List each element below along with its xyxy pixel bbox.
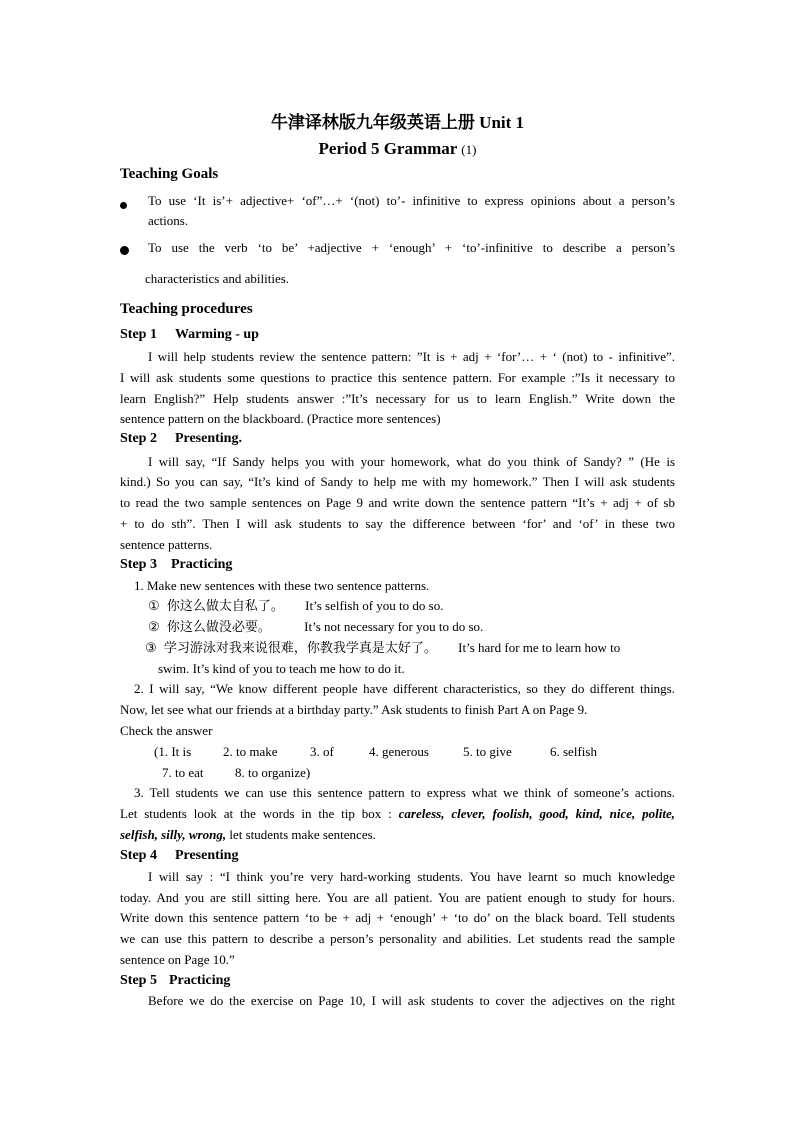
step-4-line-5: sentence on Page 10.” <box>120 952 235 967</box>
answer-3: 3. of <box>310 744 334 759</box>
teaching-goals-heading: Teaching Goals <box>120 166 219 182</box>
answer-4: 4. generous <box>369 744 429 759</box>
check-answer: Check the answer <box>120 723 213 738</box>
tip-box-words-a: careless, clever, foolish, good, kind, nice, polite, <box>398 806 675 821</box>
answer-1: (1. It is <box>154 744 192 759</box>
step-3-item-3-line-3 <box>120 827 376 843</box>
step-1-line-3: learn English?” Help students answer :”It’s necessary for us to learn English.” Write down the <box>120 391 675 406</box>
step-2-line-5: sentence patterns. <box>120 537 213 552</box>
step-3-heading <box>120 557 232 573</box>
example-3-num: ③ <box>145 640 157 655</box>
step-2-line-3: to read the two sample sentences on Page 9 and write down the sentence pattern “It’s + adj + of sb <box>120 495 675 510</box>
goal-1-line-2: actions. <box>148 213 189 228</box>
step-1-heading <box>120 327 259 343</box>
step-1-line-1: I will help students review the sentence pattern: ”It is + adj + ‘for’… + ‘ (not) to - infinitive”. <box>148 349 675 364</box>
goal-2-line-2: characteristics and abilities. <box>145 271 290 286</box>
step-5-name: Practicing <box>168 973 231 988</box>
step-4-heading <box>120 848 238 864</box>
answer-6: 6. selfish <box>550 744 597 759</box>
step-1-name: Warming - up <box>174 327 259 342</box>
example-3-en: It’s hard for me to learn how to <box>458 640 621 655</box>
answer-5: 5. to give <box>463 744 512 759</box>
step-3-item-1: 1. Make new sentences with these two sentence patterns. <box>134 578 430 593</box>
subtitle-text: Period 5 Grammar <box>318 139 458 158</box>
step-1-line-2: I will ask students some questions to practice this sentence pattern. For example :”Is it necessary to <box>120 370 675 385</box>
step-5-line-1: Before we do the exercise on Page 10, I will ask students to cover the adjectives on the right <box>148 993 675 1008</box>
step-3-item-2-line-2: Now, let see what our friends at a birthday party.” Ask students to finish Part A on Page 9. <box>120 702 588 717</box>
example-1 <box>148 598 443 615</box>
step-2-line-2: kind.) So you can say, “It’s kind of Sandy to help me with my homework.” Then I will ask students <box>120 474 675 489</box>
step-4-line-4: we can use this pattern to describe a person’s personality and abilities. Let students read the sample <box>120 931 675 946</box>
step-4-line-1: I will say : “I think you’re very hard-working students. You have learnt so much knowledge <box>148 869 675 884</box>
step-4-label: Step 4 <box>120 848 157 863</box>
step-2-name: Presenting. <box>174 431 242 446</box>
step-4-line-3: Write down this sentence pattern ‘to be + adj + ‘enough’ + ‘to do’ on the black board. Tell students <box>120 910 675 925</box>
step-3-label: Step 3 <box>120 557 157 572</box>
tip-box-intro: Let students look at the words in the tip box : <box>120 806 392 821</box>
example-1-en: It’s selfish of you to do so. <box>305 598 444 613</box>
example-3 <box>145 640 620 657</box>
step-1-label: Step 1 <box>120 327 157 342</box>
answer-2: 2. to make <box>223 744 278 759</box>
bullet-dot-icon <box>120 202 127 209</box>
example-1-cn: 你这么做太自私了。 <box>166 599 284 614</box>
goal-1-line-1: To use ‘It is’+ adjective+ ‘of”…+ ‘(not) to’- infinitive to express opinions about a person’s <box>148 193 675 208</box>
goal-2-line-1: To use the verb ‘to be’ +adjective + ‘enough’ + ‘to’-infinitive to describe a person’s <box>148 240 675 255</box>
step-5-label: Step 5 <box>120 973 157 988</box>
example-2 <box>148 619 483 636</box>
tip-box-words-b: selfish, silly, wrong, <box>120 827 227 842</box>
step-3-item-2-line-1: 2. I will say, “We know different people have different characteristics, so they do different things. <box>134 681 675 696</box>
step-3-name: Practicing <box>170 557 233 572</box>
example-2-cn: 你这么做没必要。 <box>166 620 271 635</box>
example-2-num: ② <box>148 619 160 634</box>
goal-bullet-1 <box>120 197 127 213</box>
step-5-heading <box>120 973 230 989</box>
step-4-name: Presenting <box>174 848 239 863</box>
step-2-line-4: + to do sth”. Then I will ask students to say the difference between ‘for’ and ‘of’ in these two <box>120 516 675 531</box>
answer-7: 7. to eat <box>162 765 204 780</box>
step-2-label: Step 2 <box>120 431 157 446</box>
example-3-cont: swim. It’s kind of you to teach me how to do it. <box>158 661 405 676</box>
answer-8: 8. to organize) <box>235 765 311 780</box>
step-4-line-2: today. And you are still sitting here. You are all patient. You are patient enough to study for hours. <box>120 890 675 905</box>
example-2-en: It’s not necessary for you to do so. <box>304 619 484 634</box>
step-2-heading <box>120 431 242 447</box>
step-1-line-4: sentence pattern on the blackboard. (Practice more sentences) <box>120 411 441 426</box>
step-3-item-3-line-1: 3. Tell students we can use this sentence pattern to express what we think of someone’s actions. <box>134 785 675 800</box>
document-subtitle <box>120 139 675 159</box>
procedures-heading: Teaching procedures <box>120 301 253 317</box>
bullet-dot-icon <box>120 246 129 255</box>
step-2-line-1: I will say, “If Sandy helps you with your homework, what do you think of Sandy? ” (He is <box>148 454 675 469</box>
subtitle-paren: (1) <box>461 142 477 157</box>
example-1-num: ① <box>148 598 160 613</box>
tip-box-post: let students make sentences. <box>229 827 376 842</box>
example-3-cn: 学习游泳对我来说很难，你教我学真是太好了。 <box>163 641 437 656</box>
step-3-item-3-line-2 <box>120 806 675 822</box>
document-title: 牛津译林版九年级英语上册 Unit 1 <box>270 113 525 132</box>
goal-bullet-2 <box>120 243 129 259</box>
